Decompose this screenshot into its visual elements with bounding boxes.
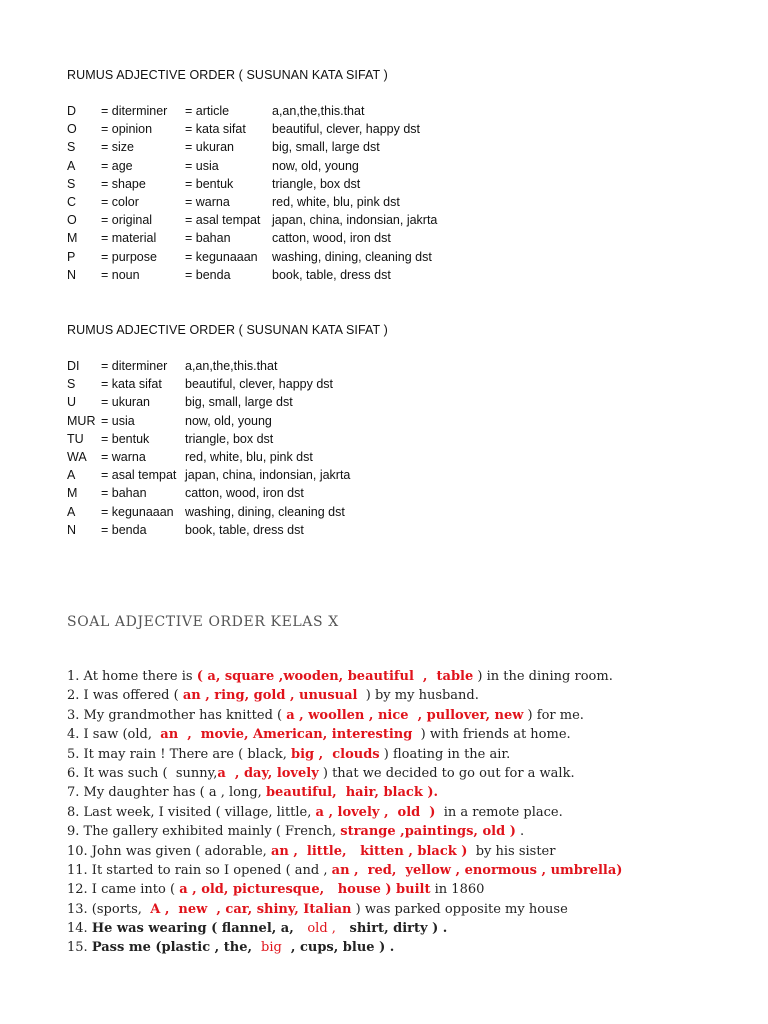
answer-text: an , red, yellow , enormous , umbrella) [331, 862, 623, 878]
question-item [67, 669, 747, 688]
term-cell: = size [101, 140, 135, 155]
question-text: . [515, 824, 525, 840]
example-cell: big, small, large dst [185, 395, 293, 410]
example-cell: red, white, blu, pink dst [185, 449, 313, 464]
meaning-cell: = usia [185, 158, 219, 173]
question-item [67, 747, 747, 766]
question-text: 6. It was such ( sunny, [67, 765, 218, 781]
meaning-cell: = kegunaaan [185, 249, 258, 264]
meaning-cell: = asal tempat [185, 213, 261, 228]
answer-paren: ( [196, 669, 208, 684]
bold-text: , cups, blue ) . [281, 940, 395, 956]
answer-text: big , clouds [291, 746, 380, 762]
question-item [67, 766, 747, 785]
letter-cell: N [67, 267, 77, 282]
answer-text: an , ring, gold , unusual [182, 688, 358, 704]
letter-cell: DI [67, 359, 80, 373]
question-text: 11. It started to rain so I opened ( and , [67, 862, 332, 878]
letter-cell: D [67, 104, 77, 118]
question-text: 1. At home there is [67, 669, 197, 684]
example-cell: now, old, young [272, 158, 359, 173]
letter-cell: S [67, 377, 76, 392]
answer-text: a, square ,wooden, beautiful , table [207, 669, 474, 684]
answer-text: a , old, picturesque, house ) built [179, 882, 431, 898]
example-cell: washing, dining, cleaning dst [185, 504, 345, 519]
letter-cell: WA [67, 449, 87, 464]
term-cell: = opinion [101, 122, 153, 137]
question-item [67, 708, 747, 727]
meaning-cell: = diterminer [101, 359, 168, 373]
bold-text: Pass me (plastic , the, [91, 940, 262, 956]
meaning-cell: = asal tempat [101, 468, 177, 483]
section-2-title: RUMUS ADJECTIVE ORDER ( SUSUNAN KATA SIFAT ) [67, 323, 388, 337]
meaning-cell: = benda [101, 522, 147, 537]
meaning-cell: = kegunaaan [101, 504, 174, 519]
question-item [67, 882, 747, 901]
meaning-cell: = bahan [101, 486, 147, 501]
letter-cell: O [67, 122, 77, 137]
question-item [67, 921, 747, 940]
example-cell: triangle, box dst [272, 176, 361, 191]
question-item [67, 863, 747, 882]
example-cell: japan, china, indonsian, jakrta [272, 213, 438, 228]
letter-cell: N [67, 522, 77, 537]
answer-text: beautiful, hair, black ). [265, 785, 439, 801]
meaning-cell: = bentuk [185, 176, 234, 191]
answer-text: a , day, lovely [217, 765, 319, 781]
question-text: in 1860 [430, 882, 485, 898]
section-1-title: RUMUS ADJECTIVE ORDER ( SUSUNAN KATA SIFAT ) [67, 68, 388, 82]
answer-text: A , new , car, shiny, Italian [150, 901, 352, 917]
example-cell: japan, china, indonsian, jakrta [185, 468, 351, 483]
example-cell: a,an,the,this.that [185, 359, 278, 373]
question-text: ) floating in the air. [379, 746, 511, 762]
question-item [67, 785, 747, 804]
answer-text: big [261, 940, 282, 956]
question-text: ) for me. [523, 707, 584, 723]
question-item [67, 902, 747, 921]
letter-cell: M [67, 231, 78, 246]
meaning-cell: = ukuran [101, 395, 150, 410]
term-cell: = original [101, 213, 153, 228]
meaning-cell: = ukuran [185, 140, 234, 155]
term-cell: = color [101, 194, 139, 209]
letter-cell: TU [67, 431, 84, 446]
meaning-cell: = benda [185, 267, 231, 282]
answer-text: an , movie, American, interesting [160, 727, 413, 743]
example-cell: big, small, large dst [272, 140, 380, 155]
answer-text: strange ,paintings, old ) [340, 824, 516, 840]
term-cell: = purpose [101, 249, 157, 264]
question-text: 4. I saw (old, [67, 727, 161, 743]
term-cell: = noun [101, 267, 140, 282]
question-text: ) in the dining room. [473, 669, 613, 684]
question-text: 12. I came into ( [67, 882, 180, 898]
example-cell: beautiful, clever, happy dst [272, 122, 421, 137]
meaning-cell: = usia [101, 413, 135, 428]
example-cell: now, old, young [185, 413, 272, 428]
letter-cell: MUR [67, 413, 96, 428]
meaning-cell: = kata sifat [185, 122, 246, 137]
question-item [67, 940, 747, 959]
question-item [67, 824, 747, 843]
question-text: ) was parked opposite my house [351, 901, 568, 917]
letter-cell: A [67, 504, 76, 519]
answer-text: a , woollen , nice , pullover, new [286, 707, 524, 723]
question-text: 9. The gallery exhibited mainly ( French, [67, 824, 341, 840]
question-text: ) by my husband. [357, 688, 479, 704]
meaning-cell: = warna [101, 449, 146, 464]
example-cell: catton, wood, iron dst [185, 486, 304, 501]
question-item [67, 844, 747, 863]
question-text: 3. My grandmother has knitted ( [67, 707, 287, 723]
bold-text: He was wearing ( flannel, a, [91, 921, 308, 937]
question-text: ) that we decided to go out for a walk. [318, 765, 575, 781]
letter-cell: S [67, 140, 76, 155]
answer-text: old , [307, 921, 336, 937]
question-text: 5. It may rain ! There are ( black, [67, 746, 291, 762]
question-item [67, 727, 747, 746]
letter-cell: A [67, 158, 76, 173]
question-text: 2. I was offered ( [67, 688, 183, 704]
question-text: 13. (sports, [67, 901, 151, 917]
example-cell: washing, dining, cleaning dst [272, 249, 432, 264]
letter-cell: S [67, 176, 76, 191]
letter-cell: O [67, 213, 77, 228]
meaning-cell: = warna [185, 194, 230, 209]
answer-text: a , lovely , old ) [315, 804, 436, 820]
meaning-cell: = bahan [185, 231, 231, 246]
question-list [67, 669, 747, 960]
example-cell: beautiful, clever, happy dst [185, 377, 334, 392]
bold-text: shirt, dirty ) . [335, 921, 448, 937]
term-cell: = age [101, 158, 133, 173]
term-cell: = shape [101, 176, 146, 191]
exercise-title: SOAL ADJECTIVE ORDER KELAS X [67, 614, 339, 630]
question-text: by his sister [467, 843, 556, 859]
question-text: 14. [67, 921, 92, 937]
example-cell: a,an,the,this.that [272, 104, 365, 118]
question-text: 8. Last week, I visited ( village, little, [67, 804, 316, 820]
letter-cell: A [67, 468, 76, 483]
meaning-cell: = article [185, 104, 230, 118]
question-item [67, 805, 747, 824]
question-text: ) with friends at home. [412, 727, 571, 743]
question-text: 10. John was given ( adorable, [67, 843, 271, 859]
question-text: 15. [67, 940, 92, 956]
term-cell: = diterminer [101, 104, 168, 118]
example-cell: book, table, dress dst [185, 522, 304, 537]
letter-cell: C [67, 194, 77, 209]
example-cell: red, white, blu, pink dst [272, 194, 400, 209]
question-item [67, 688, 747, 707]
meaning-cell: = kata sifat [101, 377, 162, 392]
question-text: in a remote place. [435, 804, 563, 820]
question-text: 7. My daughter has ( a , long, [67, 785, 266, 801]
example-cell: book, table, dress dst [272, 267, 391, 282]
letter-cell: U [67, 395, 77, 410]
answer-text: an , little, kitten , black ) [270, 843, 468, 859]
example-cell: triangle, box dst [185, 431, 274, 446]
letter-cell: P [67, 249, 76, 264]
letter-cell: M [67, 486, 78, 501]
term-cell: = material [101, 231, 157, 246]
meaning-cell: = bentuk [101, 431, 150, 446]
example-cell: catton, wood, iron dst [272, 231, 391, 246]
